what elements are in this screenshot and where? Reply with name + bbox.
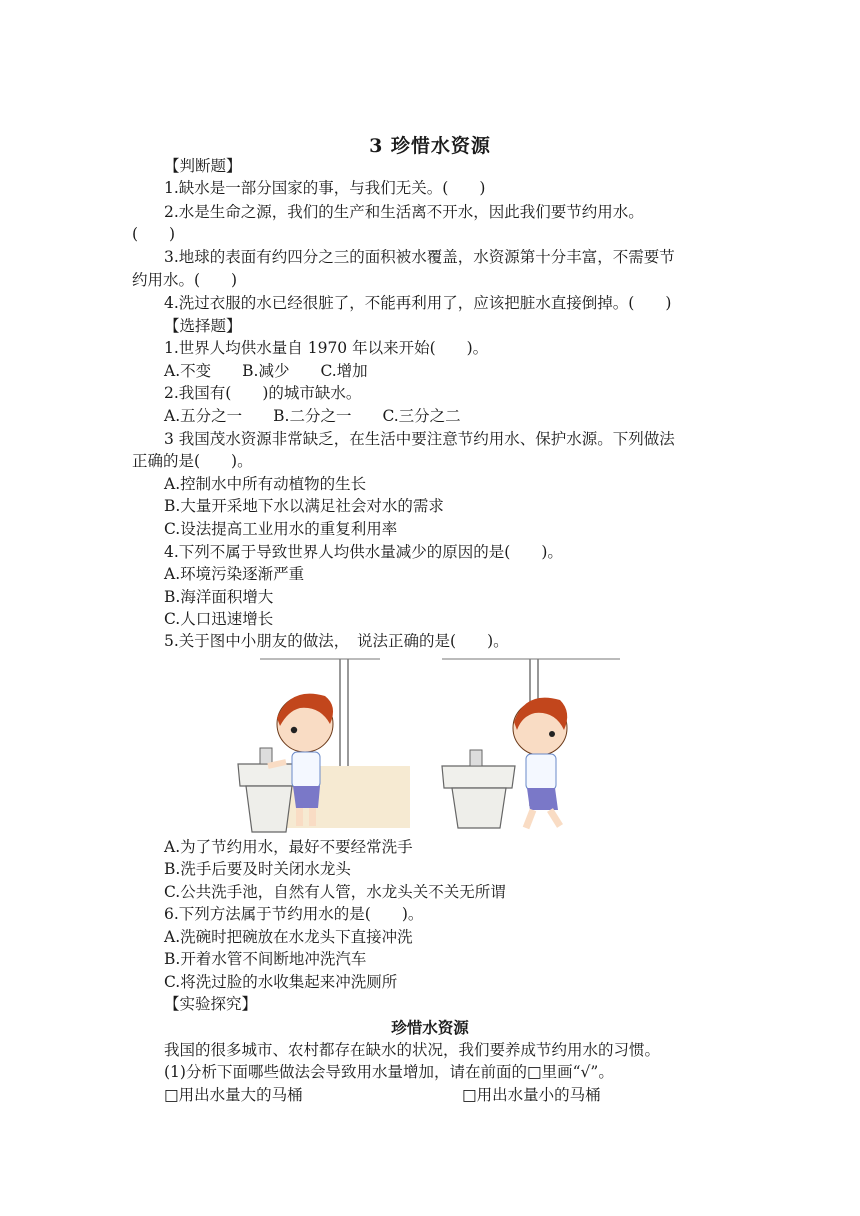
choice-question-6: 6.下列方法属于节约用水的是( )。 [164,905,424,923]
judge-question-2-line1: 2.水是生命之源，我们的生产和生活离不开水，因此我们要节约用水。 [164,203,644,221]
choice-question-5-option-b: B.洗手后要及时关闭水龙头 [164,860,351,878]
choice-question-5: 5.关于图中小朋友的做法， 说法正确的是( )。 [164,632,509,650]
choice-question-4-option-a: A.环境污染逐渐严重 [164,565,305,583]
experiment-option-large-toilet[interactable]: □用出水量大的马桶 [164,1086,303,1104]
choice-question-6-option-c: C.将洗过脸的水收集起来冲洗厕所 [164,973,398,991]
experiment-option-small-toilet[interactable]: □用出水量小的马桶 [462,1086,601,1104]
choice-question-2: 2.我国有( )的城市缺水。 [164,384,362,402]
left-panel-illustration [238,659,410,832]
section-heading-choice: 【选择题】 [164,317,242,335]
page-title: 3 珍惜水资源 [369,135,491,157]
handwashing-illustration [230,656,630,836]
section-heading-experiment: 【实验探究】 [164,995,258,1013]
choice-question-5-option-c: C.公共洗手池，自然有人管，水龙头关不关无所谓 [164,883,506,901]
section-heading-judge: 【判断题】 [164,157,242,175]
judge-question-1: 1.缺水是一部分国家的事，与我们无关。( ) [164,179,486,197]
choice-question-4-option-c: C.人口迅速增长 [164,610,274,628]
choice-question-3-option-a: A.控制水中所有动植物的生长 [164,475,367,493]
judge-question-4: 4.洗过衣服的水已经很脏了，不能再利用了，应该把脏水直接倒掉。( ) [164,294,672,312]
experiment-question-1: (1)分析下面哪些做法会导致用水量增加，请在前面的□里画“√”。 [164,1063,614,1081]
choice-question-4: 4.下列不属于导致世界人均供水量减少的原因的是( )。 [164,543,563,561]
choice-question-3-line1: 3 我国茂水资源非常缺乏，在生活中要注意节约用水、保护水源。下列做法 [164,430,675,448]
experiment-subtitle: 珍惜水资源 [391,1018,469,1037]
judge-question-2-line2: ( ) [132,225,176,243]
choice-question-4-option-b: B.海洋面积增大 [164,588,274,606]
choice-question-1: 1.世界人均供水量自 1970 年以来开始( )。 [164,339,489,357]
judge-question-3-line1: 3.地球的表面有约四分之三的面积被水覆盖，水资源第十分丰富，不需要节 [164,248,675,266]
choice-question-5-option-a: A.为了节约用水，最好不要经常洗手 [164,838,413,856]
choice-question-3-option-b: B.大量开采地下水以满足社会对水的需求 [164,497,444,515]
choice-question-6-option-a: A.洗碗时把碗放在水龙头下直接冲洗 [164,928,413,946]
right-panel-illustration [442,659,620,829]
judge-question-3-line2: 约用水。( ) [132,271,238,289]
choice-question-2-options: A.五分之一 B.二分之一 C.三分之二 [164,407,461,425]
choice-question-1-options: A.不变 B.减少 C.增加 [164,362,368,380]
choice-question-3-option-c: C.设法提高工业用水的重复利用率 [164,520,398,538]
choice-question-3-line2: 正确的是( )。 [132,452,253,470]
experiment-intro: 我国的很多城市、农村都存在缺水的状况，我们要养成节约用水的习惯。 [164,1041,661,1059]
choice-question-6-option-b: B.开着水管不间断地冲洗汽车 [164,950,367,968]
